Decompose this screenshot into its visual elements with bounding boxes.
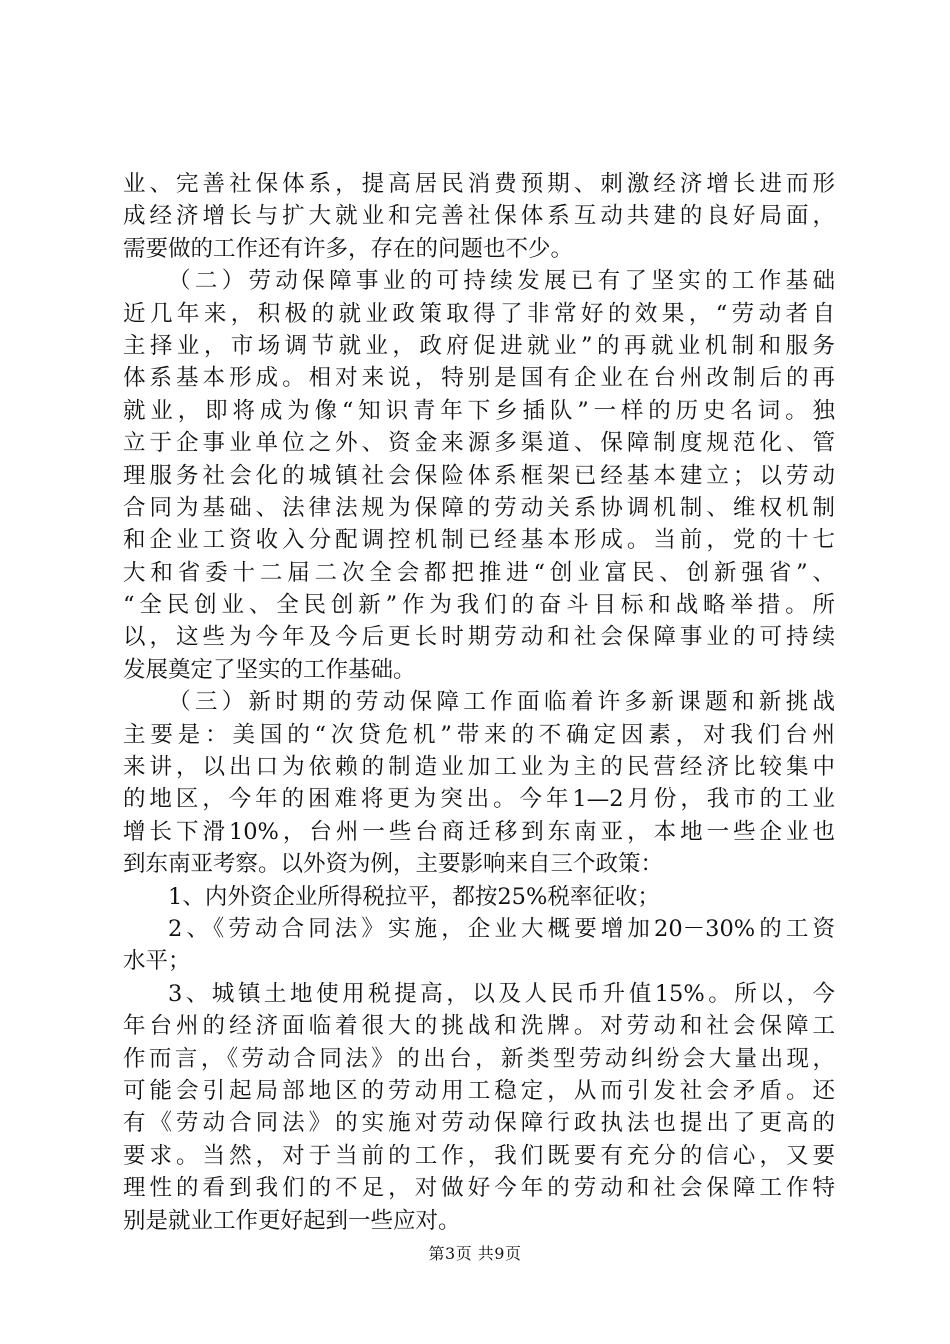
- page-footer: 第3页 共9页: [428, 1244, 522, 1263]
- text-line: 成经济增长与扩大就业和完善社保体系互动共建的良好局面，: [123, 203, 835, 230]
- text-line: 增长下滑10%，台州一些台商迁移到东南亚，本地一些企业也: [123, 818, 835, 845]
- text-line: 体系基本形成。相对来说，特别是国有企业在台州改制后的再: [123, 365, 835, 392]
- text-line: 年台州的经济面临着很大的挑战和洗牌。对劳动和社会保障工: [123, 1013, 835, 1040]
- text-line: 要求。当然，对于当前的工作，我们既要有充分的信心，又要: [123, 1142, 835, 1169]
- text-line: 立于企事业单位之外、资金来源多渠道、保障制度规范化、管: [123, 430, 835, 457]
- text-line: 理服务社会化的城镇社会保险体系框架已经基本建立；以劳动: [123, 462, 835, 489]
- document-body: [123, 168, 835, 1237]
- text-line: 2、《劳动合同法》实施，企业大概要增加20－30%的工资: [168, 915, 835, 942]
- text-line: 作而言，《劳动合同法》的出台，新类型劳动纠纷会大量出现，: [123, 1045, 835, 1072]
- text-line: 的地区，今年的困难将更为突出。今年1—2月份，我市的工业: [123, 786, 835, 813]
- text-line: 理性的看到我们的不足，对做好今年的劳动和社会保障工作特: [123, 1175, 835, 1202]
- text-line: 业、完善社保体系，提高居民消费预期、刺激经济增长进而形: [123, 171, 835, 197]
- text-line: 别是就业工作更好起到一些应对。: [123, 1207, 461, 1234]
- text-line: 到东南亚考察。以外资为例，主要影响来自三个政策：: [123, 851, 664, 878]
- text-line: 近几年来，积极的就业政策取得了非常好的效果，“劳动者自: [123, 300, 835, 327]
- text-line: 主要是：美国的“次贷危机”带来的不确定因素，对我们台州: [123, 721, 835, 748]
- text-line: 需要做的工作还有许多，存在的问题也不少。: [123, 235, 574, 262]
- text-line: 大和省委十二届二次全会都把推进“创业富民、创新强省”、: [123, 559, 835, 586]
- text-line: 可能会引起局部地区的劳动用工稳定，从而引发社会矛盾。还: [123, 1077, 835, 1104]
- text-line: 发展奠定了坚实的工作基础。: [123, 656, 416, 683]
- text-line: 和企业工资收入分配调控机制已经基本形成。当前，党的十七: [123, 527, 835, 554]
- text-line: 主择业，市场调节就业，政府促进就业”的再就业机制和服务: [123, 332, 835, 359]
- text-line: “全民创业、全民创新”作为我们的奋斗目标和战略举措。所: [123, 592, 835, 619]
- text-line: （三）新时期的劳动保障工作面临着许多新课题和新挑战: [168, 689, 835, 716]
- text-line: 有《劳动合同法》的实施对劳动保障行政执法也提出了更高的: [123, 1110, 835, 1137]
- text-line: 合同为基础、法律法规为保障的劳动关系协调机制、维权机制: [123, 494, 835, 521]
- text-line: 1、内外资企业所得税拉平，都按25%税率征收；: [168, 883, 660, 910]
- text-line: 就业，即将成为像“知识青年下乡插队”一样的历史名词。独: [123, 397, 835, 424]
- text-line: （二）劳动保障事业的可持续发展已有了坚实的工作基础: [168, 268, 835, 295]
- text-line: 水平；: [123, 948, 191, 975]
- text-line: 以，这些为今年及今后更长时期劳动和社会保障事业的可持续: [123, 624, 835, 651]
- text-line: 来讲，以出口为依赖的制造业加工业为主的民营经济比较集中: [123, 754, 835, 781]
- text-line: 3、城镇土地使用税提高，以及人民币升值15%。所以，今: [168, 980, 835, 1007]
